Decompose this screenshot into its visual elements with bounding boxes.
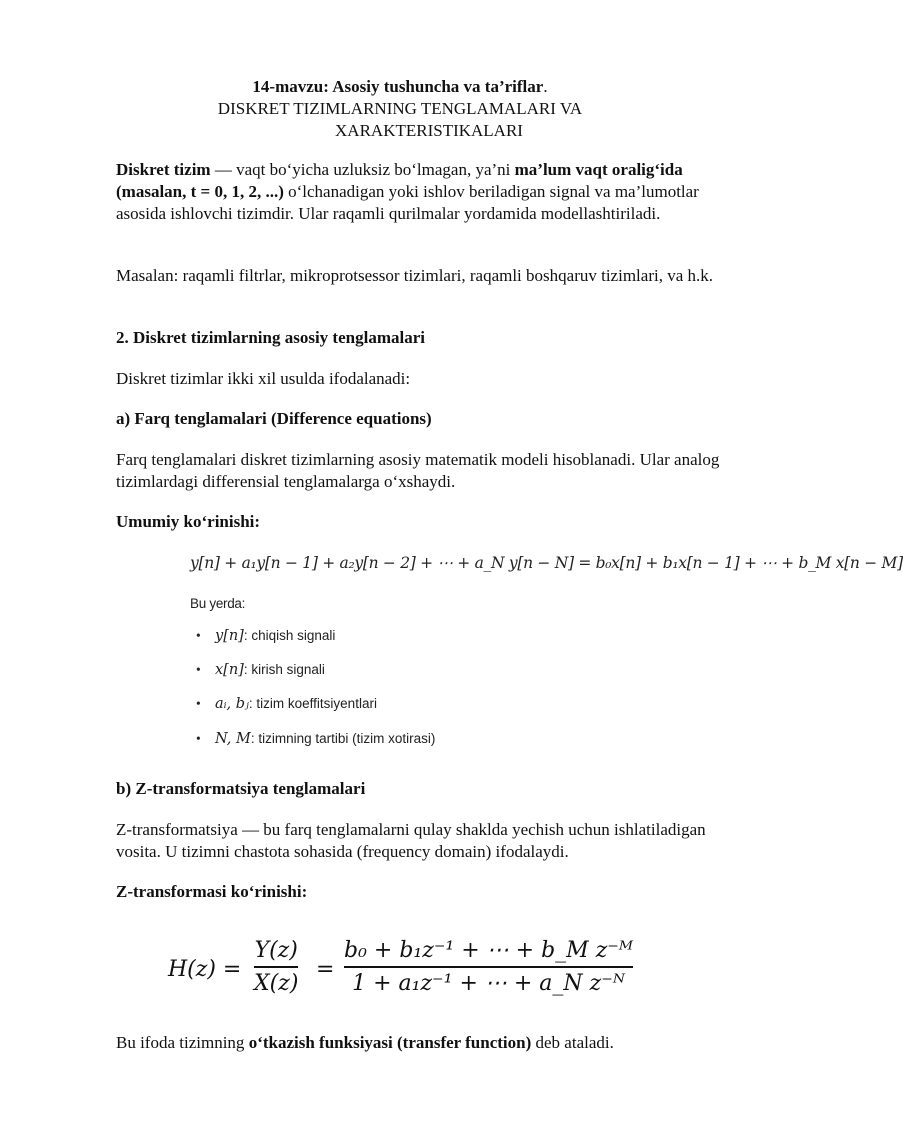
item-symbol: x[n]: [215, 662, 244, 678]
item-symbol: N, M: [215, 731, 251, 747]
general-form-label: Umumiy ko‘rinishi:: [116, 512, 261, 531]
ratio-denominator: X(z): [254, 970, 299, 996]
intro-paragraph: [116, 159, 752, 225]
fraction-bar: [344, 966, 633, 968]
item-symbol: aᵢ, bⱼ: [215, 696, 249, 712]
intro-bold-text: ma’lum vaqt oralig‘ida (masalan, t = 0, 1, 2, ...): [116, 160, 683, 201]
item-text: : tizim koeffitsiyentlari: [248, 696, 377, 711]
bullet-dot: •: [196, 628, 201, 643]
subtitle-line-1: DISKRET TIZIMLARNING TENGLAMALARI VA: [217, 99, 583, 118]
where-label: Bu yerda:: [190, 596, 246, 611]
closing-text-1: Bu ifoda tizimning: [116, 1033, 249, 1052]
section-2-heading: 2. Diskret tizimlarning asosiy tenglamalari: [116, 328, 425, 347]
subtitle-line-2: XARAKTERISTIKALARI: [335, 121, 523, 140]
item-symbol: y[n]: [215, 628, 244, 644]
section-b-text: Z-transformatsiya — bu farq tenglamalarni qulay shaklda yechish uchun ishlatiladigan vosita. U tizimni chastota sohasida (frequency domain) ifodalaydi.: [116, 820, 706, 861]
polynomial-numerator: b₀ + b₁z⁻¹ + ⋯ + b_M z⁻ᴹ: [344, 938, 634, 963]
polynomial-denominator: 1 + a₁z⁻¹ + ⋯ + a_N z⁻ᴺ: [352, 970, 625, 996]
closing-paragraph: [116, 1032, 752, 1054]
section-b-heading: b) Z-transformatsiya tenglamalari: [116, 779, 366, 798]
formula-equals: =: [316, 957, 335, 982]
intro-term: Diskret tizim: [116, 160, 211, 179]
closing-text-2: deb ataladi.: [531, 1033, 614, 1052]
z-form-label: Z-transformasi ko‘rinishi:: [116, 882, 308, 901]
section-a-text: Farq tenglamalari diskret tizimlarning asosiy matematik modeli hisoblanadi. Ular analog tizimlardagi differensial tenglamalarga o‘xshaydi.: [116, 450, 720, 491]
ratio-numerator: Y(z): [254, 938, 298, 963]
item-text: : chiqish signali: [243, 628, 336, 643]
topic-title: 14-mavzu: Asosiy tushuncha va ta’riflar.: [252, 77, 548, 96]
examples-paragraph: Masalan: raqamli filtrlar, mikroprotsessor tizimlari, raqamli boshqaruv tizimlari, va h.k.: [116, 266, 713, 285]
formula-ratio: [254, 938, 298, 996]
formula-polynomial-fraction: [344, 938, 633, 996]
intro-text-2: o‘lchanadigan yoki ishlov beriladigan signal va ma’lumotlar asosida ishlovchi tizimdir. Ular raqamli qurilmalar yordamida modellashtiriladi.: [116, 182, 699, 223]
definition-item-coefficients: [215, 695, 377, 713]
definition-item-input: [215, 661, 325, 679]
closing-bold: o‘tkazish funksiyasi (transfer function): [248, 1033, 532, 1052]
section-2-intro: Diskret tizimlar ikki xil usulda ifodalanadi:: [116, 369, 411, 388]
item-text: : kirish signali: [243, 662, 325, 677]
fraction-bar: [254, 966, 298, 968]
document-header: [0, 76, 800, 142]
item-text: : tizimning tartibi (tizim xotirasi): [250, 731, 436, 746]
bullet-dot: •: [196, 696, 201, 711]
definition-item-output: [215, 627, 335, 645]
bullet-dot: •: [196, 731, 201, 746]
formula-lhs: H(z) =: [168, 957, 242, 982]
bullet-dot: •: [196, 662, 201, 677]
definition-item-order: [215, 730, 435, 748]
intro-text-1: — vaqt bo‘yicha uzluksiz bo‘lmagan, ya’ni: [210, 160, 515, 179]
difference-equation: y[n] + a₁y[n − 1] + a₂y[n − 2] + ⋯ + a_N y[n − N] = b₀x[n] + b₁x[n − 1] + ⋯ + b_M x[n − M]: [190, 554, 903, 572]
section-a-heading: a) Farq tenglamalari (Difference equations): [116, 409, 432, 428]
